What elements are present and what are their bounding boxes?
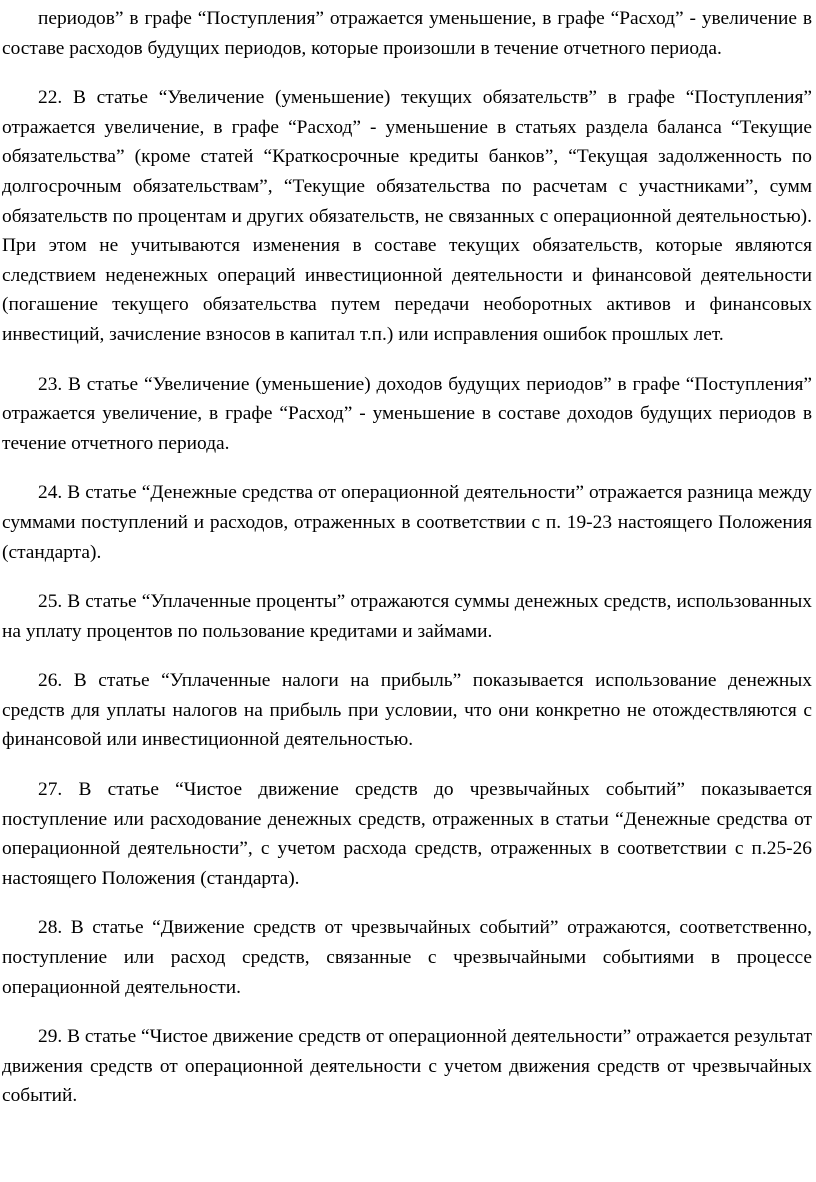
paragraph-22: 22. В статье “Увеличение (уменьшение) текущих обязательств” в графе “Поступления” отражается увеличение, в графе “Расход” - уменьшение в статьях раздела баланса “Текущие обязательства” (кроме статей “Краткосрочные кредиты банков”, “Текущая задолженность по долгосрочным обязательствам”, “Текущие обязательства по расчетам с участниками”, сумм обязательств по процентам и других обязательств, не связанных с операционной деятельностью). При этом не учитываются изменения в составе текущих обязательств, которые являются следствием неденежных операций инвестиционной деятельности и финансовой деятельности (погашение текущего обязательства путем передачи необоротных активов и финансовых инвестиций, зачисление взносов в капитал т.п.) или исправления ошибок прошлых лет. <box>2 87 812 345</box>
paragraph-27: 27. В статье “Чистое движение средств до чрезвычайных событий” показывается поступление или расходование денежных средств, отраженных в статьи “Денежные средства от операционной деятельности”, с учетом расхода средств, отраженных в соответствии с п.25-26 настоящего Положения (стандарта). <box>2 779 812 889</box>
paragraph-23: 23. В статье “Увеличение (уменьшение) доходов будущих периодов” в графе “Поступления” отражается увеличение, в графе “Расход” - уменьшение в составе доходов будущих периодов в течение отчетного периода. <box>2 373 812 454</box>
paragraph-28: 28. В статье “Движение средств от чрезвычайных событий” отражаются, соответственно, поступление или расход средств, связанные с чрезвычайными событиями в процессе операционной деятельности. <box>2 917 812 998</box>
paragraph-26: 26. В статье “Уплаченные налоги на прибыль” показывается использование денежных средств для уплаты налогов на прибыль при условии, что они конкретно не отождествляются с финансовой или инвестиционной деятельностью. <box>2 670 812 751</box>
paragraph-25: 25. В статье “Уплаченные проценты” отражаются суммы денежных средств, использованных на уплату процентов по пользование кредитами и займами. <box>2 591 812 642</box>
paragraph-21-continuation: периодов” в графе “Поступления” отражается уменьшение, в графе “Расход” - увеличение в составе расходов будущих периодов, которые произошли в течение отчетного периода. <box>2 8 812 59</box>
paragraph-24: 24. В статье “Денежные средства от операционной деятельности” отражается разница между суммами поступлений и расходов, отраженных в соответствии с п. 19-23 настоящего Положения (стандарта). <box>2 482 812 563</box>
paragraph-29: 29. В статье “Чистое движение средств от операционной деятельности” отражается результат движения средств от операционной деятельности с учетом движения средств от чрезвычайных событий. <box>2 1026 812 1107</box>
